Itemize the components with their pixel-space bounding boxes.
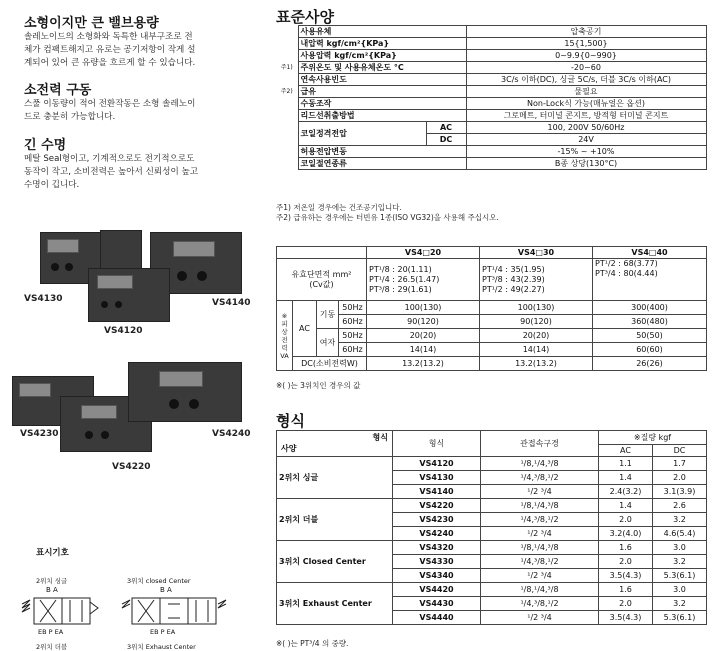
model-code: VS4240 (393, 527, 481, 541)
valve-photo-vs4240 (128, 362, 242, 422)
text-line: 동작이 작고, 소비전력은 높아서 신뢰성이 높고 (24, 167, 199, 177)
symbols-title: 표시기호 (36, 548, 69, 558)
weight-dc: 3.0 (653, 583, 707, 597)
port-size: ¹/2 ³/4 (481, 569, 599, 583)
port-size: ¹/4,³/8,¹/2 (481, 513, 599, 527)
area-line: PT³/8 : 43(2.39) (482, 274, 545, 284)
area-line: PT¹/8 : 20(1.11) (369, 264, 432, 274)
weight-dc: 5.3(6.1) (653, 611, 707, 625)
corner-header (277, 431, 393, 457)
spec-note: 주2) 급유하는 경우에는 터빈유 1종(ISO VG32)을 사용해 주십시오. (276, 213, 499, 222)
table-row (277, 343, 707, 357)
table-row (276, 146, 706, 158)
model-code: VS4220 (393, 499, 481, 513)
port-label-bottom: EB P EA (38, 628, 64, 636)
spec-mark (276, 158, 298, 170)
port-size: ¹/4,³/8,¹/2 (481, 555, 599, 569)
freq-label: 60Hz (339, 315, 367, 329)
table-header: VS4□40 (593, 247, 707, 259)
weight-dc: 4.6(5.4) (653, 527, 707, 541)
weight-dc: 3.0 (653, 541, 707, 555)
power-value: 100(130) (367, 301, 480, 315)
table-row (277, 499, 707, 513)
area-label-sub: (Cv값) (309, 279, 334, 289)
spec-label: 코일절연종류 (298, 158, 466, 170)
power-value: 13.2(13.2) (367, 357, 480, 371)
text-line: 메탈 Seal형이고, 기계적으로도 전기적으로도 (24, 154, 195, 164)
spec-mark (276, 110, 298, 122)
table-header: 관접속구경 (481, 431, 599, 457)
spec-value: 0~9.9{0~990} (466, 50, 706, 62)
power-value: 360(480) (593, 315, 707, 329)
port-label-bottom: EB P EA (150, 628, 176, 636)
spec-mark (276, 38, 298, 50)
area-line: PT³/4 : 80(4.44) (595, 269, 658, 278)
spec-mark: 주2) (280, 87, 293, 95)
power-value: 14(14) (480, 343, 593, 357)
area-line: PT³/8 : 29(1.61) (369, 284, 432, 294)
table-header: VS4□20 (367, 247, 480, 259)
port-label-top: B A (160, 586, 172, 594)
model-note: ※( )는 PT³/4 의 중량. (276, 639, 349, 648)
photo-label: VS4240 (212, 429, 251, 439)
photo-label: VS4120 (104, 326, 143, 336)
port-size: ¹/4,³/8,¹/2 (481, 597, 599, 611)
power-value: 90(120) (367, 315, 480, 329)
area-line: PT¹/4 : 35(1.95) (482, 264, 545, 274)
spec-table (276, 25, 707, 170)
weight-ac: 1.4 (599, 471, 653, 485)
spec-mark: 주1) (280, 63, 293, 71)
table-row (276, 26, 706, 38)
weight-ac: 2.0 (599, 513, 653, 527)
weight-dc: 3.2 (653, 555, 707, 569)
table-row (276, 38, 706, 50)
hold-label: 여자 (317, 329, 339, 357)
port-size: ¹/8,¹/4,³/8 (481, 583, 599, 597)
model-code: VS4340 (393, 569, 481, 583)
table-row (277, 247, 707, 259)
text-line: 드로 충분히 가능합니다. (24, 112, 116, 122)
spec-mark (276, 26, 298, 38)
spec-value: 압축공기 (466, 26, 706, 38)
heading-compact: 소형이지만 큰 밸브용량 (24, 16, 159, 31)
table-row (276, 122, 706, 134)
area-cell (367, 259, 480, 301)
weight-dc: 3.2 (653, 597, 707, 611)
symbol-label-3pos-closed: 3위치 closed Center (127, 577, 191, 585)
model-code: VS4320 (393, 541, 481, 555)
table-row (276, 74, 706, 86)
heading-long-life: 긴 수명 (24, 138, 67, 153)
power-value: 20(20) (480, 329, 593, 343)
spec-mark (276, 50, 298, 62)
freq-label: 50Hz (339, 301, 367, 315)
photo-label: VS4220 (112, 462, 151, 472)
power-value: 100(130) (480, 301, 593, 315)
spec-label: 수동조작 (298, 98, 466, 110)
flow-note: ※( )는 3위치인 경우의 값 (276, 381, 361, 390)
model-code: VS4140 (393, 485, 481, 499)
weight-ac: 2.4(3.2) (599, 485, 653, 499)
table-row (277, 583, 707, 597)
table-row (277, 431, 707, 445)
spec-label: 급유 (298, 86, 466, 98)
ac-label: AC (293, 301, 317, 357)
valve-symbol-2pos-single (20, 594, 120, 628)
group-name: 2위치 싱글 (277, 457, 393, 499)
spec-value: -20~60 (466, 62, 706, 74)
spec-note: 주1) 저온일 경우에는 건조공기입니다. (276, 203, 402, 212)
low-power-description (24, 98, 259, 124)
model-title: 형식 (276, 412, 305, 430)
model-code: VS4420 (393, 583, 481, 597)
spec-value: 3C/s 이하(DC), 싱글 5C/s, 더블 3C/s 이하(AC) (466, 74, 706, 86)
spec-mark (276, 134, 298, 146)
weight-ac: 3.5(4.3) (599, 569, 653, 583)
spec-label: 리드선취출방법 (298, 110, 466, 122)
model-code: VS4430 (393, 597, 481, 611)
table-row (276, 98, 706, 110)
port-size: ¹/8,¹/4,³/8 (481, 499, 599, 513)
weight-dc: 1.7 (653, 457, 707, 471)
table-row (276, 110, 706, 122)
valve-symbol-3pos-closed (120, 594, 228, 628)
group-name: 2위치 더블 (277, 499, 393, 541)
heading-low-power: 소전력 구동 (24, 83, 92, 98)
weight-dc: 2.6 (653, 499, 707, 513)
table-header: DC (653, 445, 707, 457)
text-line: 체가 컴팩트해지고 유로는 공기저항이 작게 설 (24, 45, 196, 55)
text-line: 솔레노이드의 소형화와 독특한 내부구조로 전 (24, 32, 193, 42)
spec-value: 물필요 (466, 86, 706, 98)
area-line: PT¹/2 : 49(2.27) (482, 284, 545, 294)
port-size: ¹/8,¹/4,³/8 (481, 457, 599, 471)
spec-label: 코일정격전압 (298, 122, 426, 146)
spec-value: -15% ~ +10% (466, 146, 706, 158)
spec-label: 사용유체 (298, 26, 466, 38)
text-line: 수명이 깁니다. (24, 180, 80, 190)
power-value: 90(120) (480, 315, 593, 329)
weight-ac: 1.6 (599, 541, 653, 555)
apparent-power-label: ※피상전력 VA (277, 301, 293, 371)
freq-label: 60Hz (339, 343, 367, 357)
table-row (277, 357, 707, 371)
group-name: 3위치 Closed Center (277, 541, 393, 583)
model-table (276, 430, 707, 625)
power-value: 20(20) (367, 329, 480, 343)
model-code: VS4230 (393, 513, 481, 527)
spec-title: 표준사양 (276, 8, 334, 26)
port-size: ¹/2 ³/4 (481, 611, 599, 625)
area-line: PT¹/4 : 26.5(1.47) (369, 274, 440, 284)
symbol-label-3pos-exhaust: 3위치 Exhaust Center (127, 643, 196, 651)
table-row (276, 158, 706, 170)
model-code: VS4330 (393, 555, 481, 569)
spec-value: 24V (466, 134, 706, 146)
weight-dc: 2.0 (653, 471, 707, 485)
spec-label: 사용압력 kgf/cm²{KPa} (298, 50, 466, 62)
spec-mark (276, 98, 298, 110)
table-row (276, 86, 706, 98)
text-line: 스풀 이동량이 적어 전환작동은 소형 솔레노이 (24, 99, 196, 109)
weight-ac: 3.2(4.0) (599, 527, 653, 541)
spec-value: 15{1,500} (466, 38, 706, 50)
weight-ac: 1.6 (599, 583, 653, 597)
table-row (277, 301, 707, 315)
port-size: ¹/4,³/8,¹/2 (481, 471, 599, 485)
port-size: ¹/8,¹/4,³/8 (481, 541, 599, 555)
power-value: 60(60) (593, 343, 707, 357)
coil-ac: AC (426, 122, 466, 134)
table-row (276, 50, 706, 62)
weight-ac: 2.0 (599, 597, 653, 611)
model-code: VS4440 (393, 611, 481, 625)
photo-label: VS4230 (20, 429, 59, 439)
power-value: 14(14) (367, 343, 480, 357)
group-name: 3위치 Exhaust Center (277, 583, 393, 625)
port-label-top: B A (46, 586, 58, 594)
symbol-label-2pos-double: 2위치 더블 (36, 643, 68, 651)
table-row (277, 315, 707, 329)
table-header: 형식 (393, 431, 481, 457)
power-value: 50(50) (593, 329, 707, 343)
spec-value: B종 상당(130°C) (466, 158, 706, 170)
header-spec: 사양 (281, 444, 297, 453)
power-value: 300(400) (593, 301, 707, 315)
power-value: 26(26) (593, 357, 707, 371)
spec-mark (276, 74, 298, 86)
weight-ac: 1.1 (599, 457, 653, 471)
compact-description (24, 31, 259, 70)
symbol-label-2pos-single: 2위치 싱글 (36, 577, 68, 585)
header-type: 형식 (372, 433, 388, 442)
table-row (277, 259, 707, 301)
spec-value: 그로메트, 터미널 콘지트, 방적형 터미널 콘지트 (466, 110, 706, 122)
spec-label: 연속사용빈도 (298, 74, 466, 86)
area-label-text: 유효단면적 mm² (291, 269, 352, 279)
photo-label: VS4130 (24, 294, 63, 304)
spec-label: 내압력 kgf/cm²{KPa} (298, 38, 466, 50)
table-row (277, 329, 707, 343)
port-size: ¹/2 ³/4 (481, 527, 599, 541)
area-cell (593, 259, 707, 301)
table-header (277, 247, 367, 259)
long-life-description (24, 153, 259, 192)
area-label (277, 259, 367, 301)
valve-photo-vs4120 (88, 268, 170, 322)
dc-label: DC(소비전력W) (293, 357, 367, 371)
flow-power-table (276, 246, 707, 371)
table-header: VS4□30 (480, 247, 593, 259)
weight-ac: 3.5(4.3) (599, 611, 653, 625)
spec-mark (276, 146, 298, 158)
weight-dc: 3.1(3.9) (653, 485, 707, 499)
table-row (277, 457, 707, 471)
model-code: VS4130 (393, 471, 481, 485)
table-row (276, 62, 706, 74)
model-code: VS4120 (393, 457, 481, 471)
table-header: AC (599, 445, 653, 457)
table-row (277, 541, 707, 555)
weight-ac: 1.4 (599, 499, 653, 513)
area-line: PT¹/2 : 68(3.77) (595, 259, 658, 268)
weight-dc: 5.3(6.1) (653, 569, 707, 583)
text-line: 계되어 있어 큰 유량을 흐르게 할 수 있습니다. (24, 58, 196, 68)
weight-ac: 2.0 (599, 555, 653, 569)
inrush-label: 기동 (317, 301, 339, 329)
power-value: 13.2(13.2) (480, 357, 593, 371)
area-cell (480, 259, 593, 301)
weight-dc: 3.2 (653, 513, 707, 527)
freq-label: 50Hz (339, 329, 367, 343)
coil-dc: DC (426, 134, 466, 146)
spec-mark (276, 122, 298, 134)
spec-label: 허용전압변동 (298, 146, 466, 158)
table-header: ※질량 kgf (599, 431, 707, 445)
photo-label: VS4140 (212, 298, 251, 308)
spec-label: 주위온도 및 사용유체온도 °C (298, 62, 466, 74)
port-size: ¹/2 ³/4 (481, 485, 599, 499)
spec-value: 100, 200V 50/60Hz (466, 122, 706, 134)
spec-value: Non-Lock식 가능(매뉴얼은 옵션) (466, 98, 706, 110)
